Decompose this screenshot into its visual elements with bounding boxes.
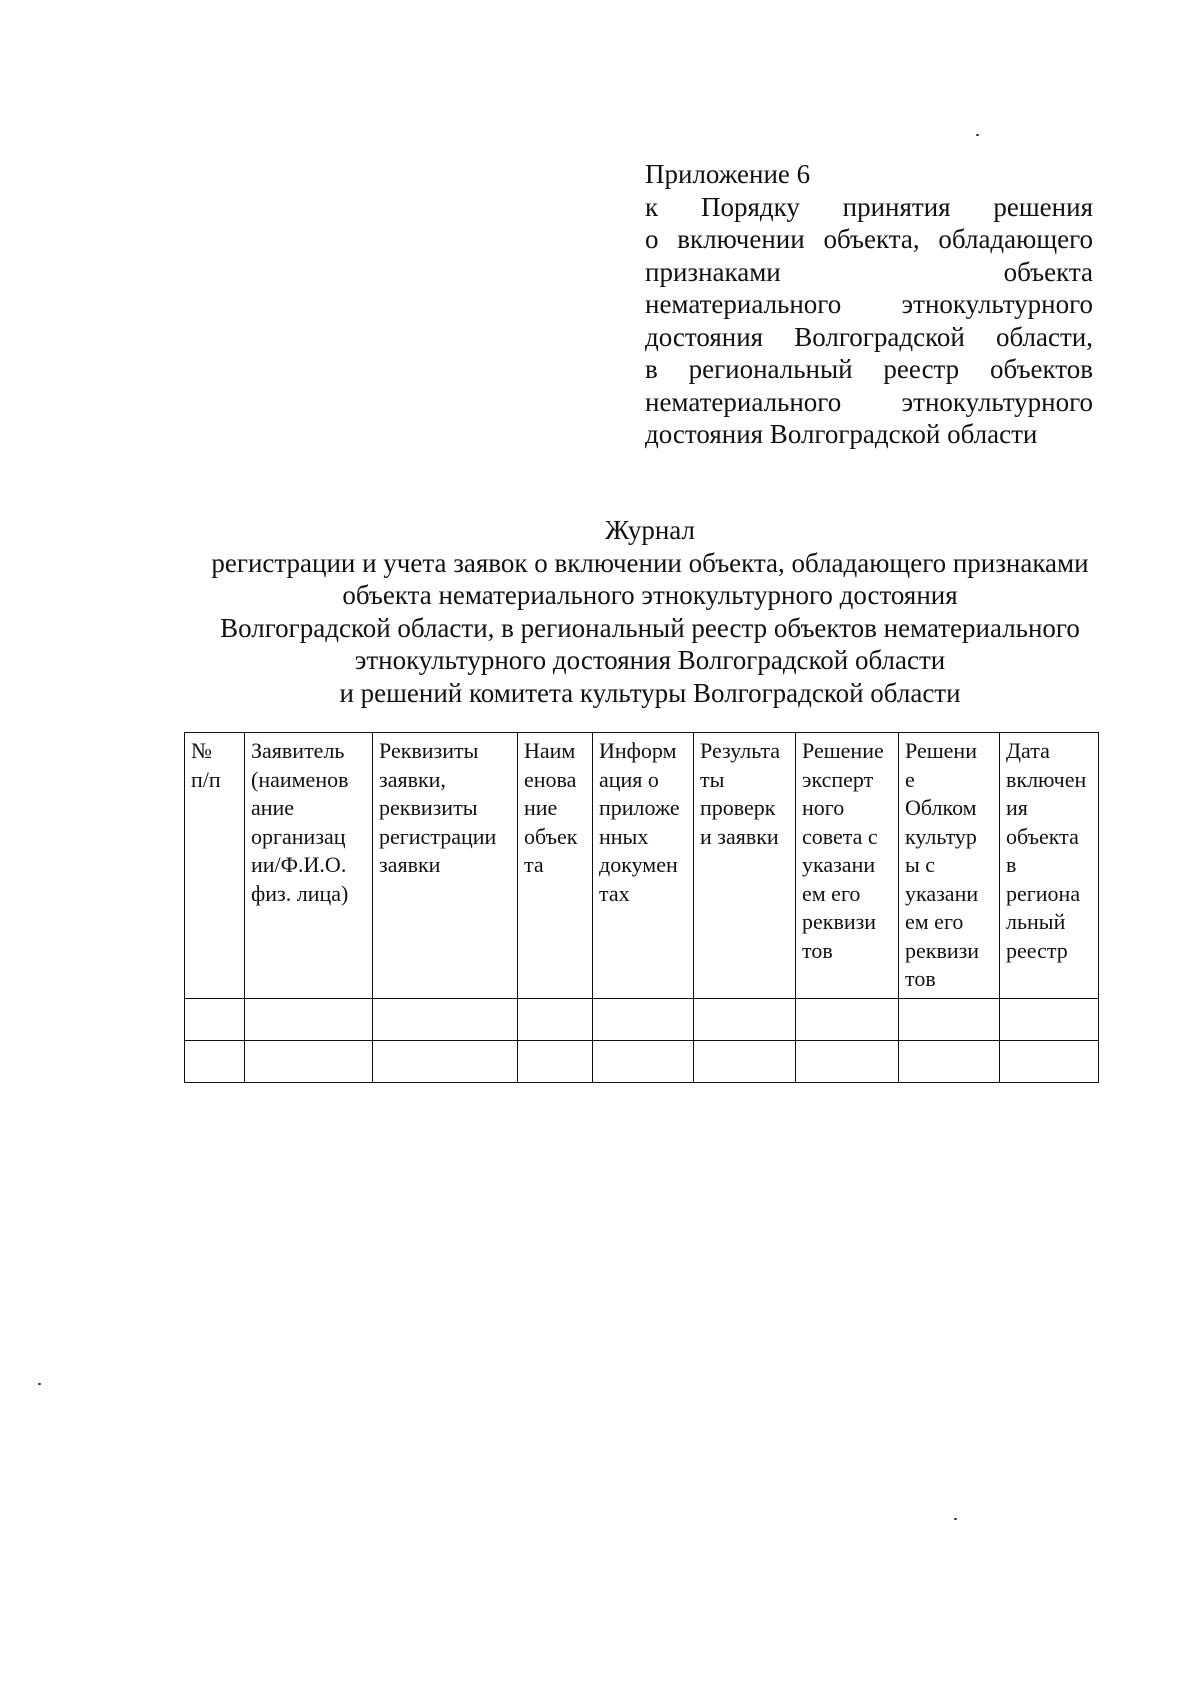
appendix-line: о включении объекта, обладающего <box>645 224 1093 254</box>
journal-subtitle-line: регистрации и учета заявок о включении объекта, обладающего признаками <box>211 547 1089 578</box>
appendix-line: нематериального этнокультурного <box>645 289 1093 319</box>
column-header-committee-decision <box>899 733 1000 999</box>
table-row <box>185 1040 1099 1082</box>
column-header-label: Реквизиты заявки, реквизиты регистрации заявки <box>379 738 497 877</box>
table-cell <box>518 998 593 1040</box>
table-cell <box>1000 1040 1099 1082</box>
column-header-applicant <box>245 733 373 999</box>
column-header-label: Дата включен ия объекта в региона льный реестр <box>1006 738 1087 963</box>
appendix-line: достояния Волгоградской области, <box>645 321 1093 352</box>
scan-speck <box>954 1518 957 1520</box>
appendix-block <box>645 158 1093 451</box>
table-cell <box>694 1040 796 1082</box>
table-cell <box>796 1040 899 1082</box>
column-header-label: Результа ты проверк и заявки <box>700 738 781 849</box>
journal-subtitle-line: Волгоградской области, в региональный реестр объектов нематериального <box>220 612 1080 643</box>
table-header-row <box>185 733 1099 999</box>
column-header-number <box>185 733 245 999</box>
table-cell <box>899 998 1000 1040</box>
registration-journal-table <box>184 732 1099 1083</box>
table-cell <box>185 1040 245 1082</box>
appendix-line: Приложение 6 <box>645 159 811 189</box>
column-header-label: Наим енова ние объек та <box>524 738 578 877</box>
column-header-application-details <box>373 733 518 999</box>
appendix-line: к Порядку принятия решения <box>645 191 1093 222</box>
table-cell <box>1000 998 1099 1040</box>
table-row <box>185 998 1099 1040</box>
table-cell <box>796 998 899 1040</box>
column-header-label: № п/п <box>191 738 221 792</box>
table-cell <box>694 998 796 1040</box>
table-cell <box>245 998 373 1040</box>
column-header-attached-documents <box>593 733 694 999</box>
table-cell <box>245 1040 373 1082</box>
appendix-line: нематериального этнокультурного <box>645 386 1093 417</box>
column-header-label: Решение эксперт ного совета с указани ем его реквизи тов <box>802 738 884 963</box>
column-header-expert-decision <box>796 733 899 999</box>
appendix-line: достояния Волгоградской области <box>645 419 1038 449</box>
table-cell <box>593 1040 694 1082</box>
table-cell <box>899 1040 1000 1082</box>
table-cell <box>185 998 245 1040</box>
journal-heading <box>150 514 1150 709</box>
journal-subtitle-line: объекта нематериального этнокультурного достояния <box>342 580 958 610</box>
appendix-line: признаками объекта <box>645 256 1093 287</box>
journal-subtitle-line: и решений комитета культуры Волгоградской области <box>339 677 961 708</box>
table-cell <box>373 1040 518 1082</box>
table-cell <box>518 1040 593 1082</box>
column-header-label: Заявитель (наименов ание организац ии/Ф.И.О. физ. лица) <box>251 738 349 906</box>
column-header-label: Решени е Облком культур ы с указани ем его реквизи тов <box>905 738 980 991</box>
appendix-line: в региональный реестр объектов <box>645 354 1093 384</box>
table-cell <box>373 998 518 1040</box>
column-header-check-results <box>694 733 796 999</box>
scan-speck <box>38 1383 41 1385</box>
journal-title: Журнал <box>604 515 696 545</box>
column-header-object-name <box>518 733 593 999</box>
journal-subtitle-line: этнокультурного достояния Волгоградской области <box>354 645 946 675</box>
scan-speck <box>976 134 979 136</box>
column-header-inclusion-date <box>1000 733 1099 999</box>
table-cell <box>593 998 694 1040</box>
column-header-label: Информ ация о приложе нных докумен тах <box>599 738 680 906</box>
